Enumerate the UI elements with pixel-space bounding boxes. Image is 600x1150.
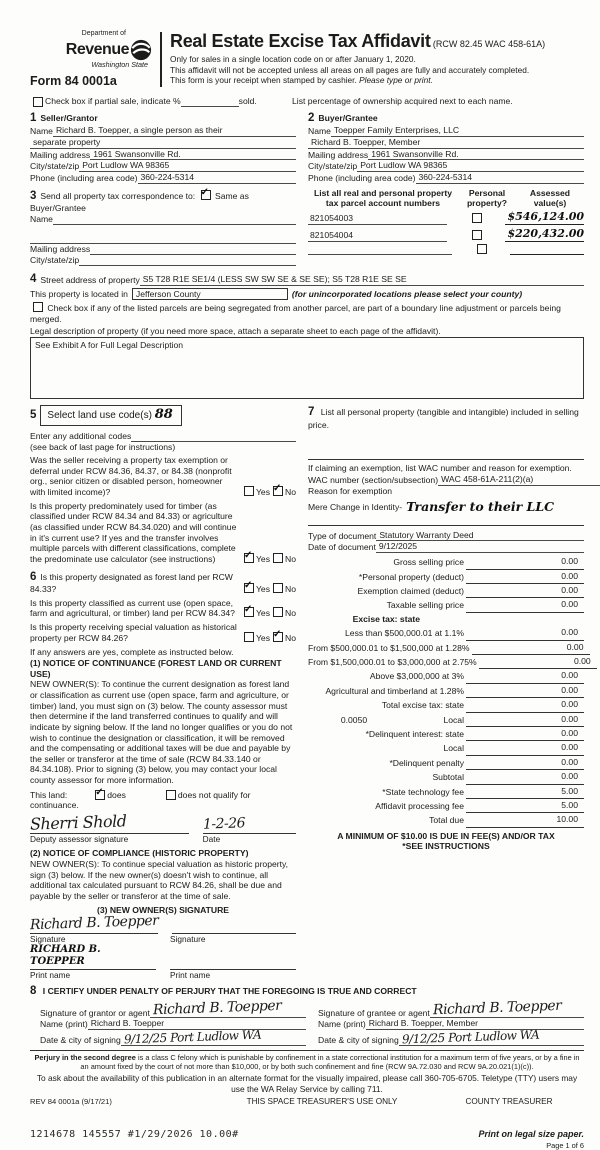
segregated-checkbox[interactable]	[33, 302, 43, 312]
dor-logo-block	[30, 30, 160, 89]
notice-continuance-body: NEW OWNER(S): To continue the current designation as forest land or classification as current use (open space, farm and agriculture, or timber) land, you must sign on (3) below. The county assessor must then determine if the land transferred continues to qualify and will indicate by signing below. If the land no longer qualifies or you do not wish to continue the designation or classification, it will be removed and the compensating or additional taxes will be due and payable by the seller or transferor at the time of sale (RCW 84.33.140 or 84.34.108). Prior to signing (3) below, you may contact your local county assessor for more information.	[30, 679, 293, 786]
notice-continuance-title: (1) NOTICE OF CONTINUANCE (FOREST LAND OR CURRENT USE)	[30, 657, 282, 679]
cashier-stamp: 1214678 145557 #1/29/2026 10.00#	[30, 1129, 239, 1141]
grantee-date-label: Date & city of signing	[318, 1035, 399, 1046]
fee-amount[interactable]: 0.00	[466, 684, 584, 698]
located-in-label: This property is located in	[30, 288, 128, 299]
property-section	[30, 272, 584, 400]
q6c-no-checkbox[interactable]	[273, 632, 283, 642]
personal-property-checkbox[interactable]	[472, 213, 482, 223]
assessor-date-field[interactable]	[203, 816, 296, 834]
print-name-label: Print name	[170, 969, 211, 980]
fee-amount[interactable]: 0.00	[466, 727, 584, 741]
section-1-number: 1	[30, 112, 37, 125]
header-divider	[160, 32, 162, 87]
land-use-label: Select land use code(s)	[47, 410, 152, 422]
additional-codes-label: Enter any additional codes	[30, 430, 132, 441]
revenue-wordmark: Revenue	[65, 40, 129, 58]
county-select[interactable]: Jefferson County	[132, 288, 288, 301]
partial-sale-suffix: sold.	[238, 96, 257, 107]
this-land-row: This land: ✓ does does not qualify for	[30, 790, 296, 801]
land-use-box[interactable]	[40, 405, 181, 425]
signature-label: Signature	[170, 933, 206, 944]
county-note: (for unincorporated locations please select your county)	[291, 288, 523, 299]
parcel-number-field[interactable]	[308, 254, 452, 255]
grantee-date: 9/12/25 Port Ludlow WA	[401, 1027, 540, 1047]
alt-format-note: To ask about the availability of this publication in an alternate format for the visually impaired, please call 360-705-6705. Teletype (TTY) users may use the WA Relay Service by calling 711.	[36, 1073, 578, 1094]
fee-amount[interactable]: 0.00	[466, 626, 584, 640]
divider	[308, 459, 584, 460]
grantor-name-label: Name (print)	[40, 1019, 88, 1030]
exemption-intro: If claiming an exemption, list WAC number and reason for exemption.	[308, 463, 572, 474]
buyer-mailing-label: Mailing address	[308, 149, 369, 160]
treasurer-space-label: THIS SPACE TREASURER'S USE ONLY	[246, 1097, 398, 1107]
grantee-signature-label: Signature of grantee or agent	[318, 1007, 430, 1018]
owner-signature-field-2[interactable]	[172, 921, 296, 934]
parcel-table	[308, 189, 584, 266]
assessed-value-field[interactable]: $546,124.00	[507, 210, 584, 224]
see-instructions-note: *SEE INSTRUCTIONS	[402, 841, 490, 852]
seller-phone-field[interactable]: 360-224-5314	[138, 172, 297, 184]
q6a-no-checkbox[interactable]	[273, 583, 283, 593]
fee-amount[interactable]: 0.00	[466, 698, 584, 712]
notice-compliance-title: (2) NOTICE OF COMPLIANCE (HISTORIC PROPERTY)	[30, 848, 249, 859]
washington-state-label: Washington State	[91, 59, 148, 69]
buyer-city-label: City/state/zip	[308, 161, 358, 172]
assessed-value-field[interactable]	[510, 254, 584, 255]
assessed-value-field[interactable]: $220,432.00	[507, 227, 584, 240]
owner-print-1: RICHARD B. TOEPPER	[30, 943, 101, 968]
section-4-number: 4	[30, 272, 37, 285]
signature-label: Signature	[30, 933, 66, 944]
reason-handwritten[interactable]: Transfer to their LLC	[406, 499, 555, 515]
deputy-assessor-signature-field[interactable]	[30, 813, 189, 834]
form-header	[30, 30, 584, 89]
parcel-number-field[interactable]: 821054003	[308, 213, 447, 225]
form-title-rcw: (RCW 82.45 WAC 458-61A)	[432, 39, 546, 49]
rev-number: REV 84 0001a (9/17/21)	[30, 1097, 112, 1107]
grantee-date-field[interactable]	[399, 1027, 584, 1047]
fee-table: Gross selling price 0.00 *Personal property (deduct) 0.00 Exemption claimed (deduct) 0.00 Taxable selling price 0.00 Excise tax: state Less than $500,000.01 at 1.1% 0.00 From $500,000.01 to $1,500,000 at 1.28% 0.00 From $1,500,000.01 to $3,000,000 at 2.75% 0.00 Above $3,000,000 at 3% 0.00 Agricultural and timberland at 1.28% 0.00 Total excise tax: state 0.00 0.0050 Local 0.00 *Delinquent interest: state 0.00 Local 0.00 *Delinquent penalty 0.00 Subtotal 0.00 *State technology fee 5.00 Affidavit processing fee 5.00 Total due 10.00	[308, 555, 584, 828]
print-name-label: Print name	[30, 969, 71, 980]
ownership-percentage-note: List percentage of ownership acquired next to each name.	[292, 96, 513, 107]
correspondence-section	[30, 189, 296, 266]
grantee-name-field[interactable]: Richard B. Toepper, Member	[366, 1018, 584, 1030]
certification-section	[30, 984, 584, 1046]
street-address-label: Street address of property	[40, 275, 140, 286]
buyer-phone-label: Phone (including area code)	[308, 172, 416, 183]
correspondence-name-field-2[interactable]	[30, 233, 296, 244]
section-7-number: 7	[308, 406, 315, 419]
fee-amount[interactable]: 0.00	[479, 655, 597, 669]
seller-mailing-label: Mailing address	[30, 149, 91, 160]
section-5-number: 5	[30, 409, 37, 422]
seller-mailing-field[interactable]: 1961 Swansonville Rd.	[90, 149, 296, 161]
parcel-number-field[interactable]: 821054004	[308, 230, 447, 242]
buyer-section	[308, 111, 584, 184]
q6b-yes-checkbox[interactable]	[244, 607, 254, 617]
section-1-title: Seller/Grantor	[40, 113, 98, 124]
grantor-signature-field[interactable]	[150, 997, 306, 1019]
reason-exemption-label: Reason for exemption	[308, 485, 393, 496]
fee-amount[interactable]: 0.00	[472, 641, 590, 655]
certify-statement: I CERTIFY UNDER PENALTY OF PERJURY THAT THE FOREGOING IS TRUE AND CORRECT	[42, 985, 417, 996]
grantee-signature: Richard B. Toepper	[432, 997, 562, 1019]
partial-sale-checkbox[interactable]	[33, 97, 43, 107]
grantee-signature-field[interactable]	[430, 997, 584, 1019]
fee-amount[interactable]: 0.00	[466, 669, 584, 683]
q6a-yes-checkbox[interactable]	[244, 583, 254, 593]
page-number: Page 1 of 6	[546, 1140, 584, 1150]
fee-amount[interactable]: 0.00	[466, 584, 584, 598]
legal-description-box[interactable]: See Exhibit A for Full Legal Description	[30, 337, 584, 399]
q2-yes-checkbox[interactable]	[244, 553, 254, 563]
land-use-section	[30, 405, 296, 425]
seller-section	[30, 111, 296, 184]
fee-amount[interactable]: 0.00	[466, 770, 584, 784]
exemption-question: Was the seller receiving a property tax exemption or deferral under RCW 84.36, 84.37, or 84.38 (nonprofit org., senior citizen or disabled person, homeowner with limited income)? Yes ✓ No	[30, 455, 296, 498]
q1-yes-checkbox[interactable]	[244, 486, 254, 496]
buyer-name-field[interactable]: Toepper Family Enterprises, LLC	[331, 125, 584, 137]
parcel-row-1	[308, 210, 584, 225]
fee-amount[interactable]: 0.00	[466, 741, 584, 755]
fee-amount[interactable]: 10.00	[466, 813, 584, 827]
partial-sale-percent-field[interactable]	[181, 96, 239, 107]
owner-print-field-2[interactable]	[170, 957, 296, 970]
section-3-label: Send all property tax correspondence to:	[40, 190, 196, 201]
revenue-swirl-icon	[130, 39, 152, 61]
personal-property-checkbox[interactable]	[477, 244, 487, 254]
seller-phone-label: Phone (including area code)	[30, 172, 138, 183]
grantor-date-field[interactable]	[121, 1027, 306, 1047]
parcel-row-3	[308, 244, 584, 256]
does-not-qualify-checkbox[interactable]	[166, 790, 176, 800]
correspondence-mailing-label: Mailing address	[30, 243, 91, 254]
notice-compliance-body: NEW OWNER(S): To continue special valuation as historic property, sign (3) below. If the new owner(s) doesn't wish to continue, all additional tax calculated pursuant to RCW 84.26, shall be due and payable by the seller or transferor at the time of sale.	[30, 858, 289, 901]
if-any-note: If any answers are yes, complete as instructed below.	[30, 647, 234, 658]
fee-amount[interactable]: 0.00	[466, 756, 584, 770]
wac-number-field[interactable]: WAC 458-61A-211(2)(a)	[438, 474, 600, 486]
parcel-header-personal: Personal property?	[466, 187, 508, 208]
owner-signature-1: Richard B. Toepper	[29, 912, 159, 934]
correspondence-city-label: City/state/zip	[30, 254, 80, 265]
correspondence-city-field[interactable]	[79, 255, 296, 266]
form-number: Form 84 0001a	[30, 73, 117, 88]
excise-tax-state-header: Excise tax: state	[352, 613, 420, 624]
reason-typed: Mere Change in Identity-	[308, 501, 403, 512]
fee-amount[interactable]: 0.00	[466, 555, 584, 569]
divider	[308, 525, 584, 526]
local-rate: 0.0050	[340, 714, 368, 725]
header-note-1: Only for sales in a single location code on or after January 1, 2020.	[170, 54, 416, 65]
section-2-number: 2	[308, 112, 315, 125]
grantor-signature-label: Signature of grantor or agent	[40, 1007, 150, 1018]
q6b-no-checkbox[interactable]	[273, 607, 283, 617]
section-8-number: 8	[30, 984, 37, 997]
seller-name-field-2[interactable]: separate property	[30, 137, 296, 149]
personal-property-label: List all personal property (tangible and intangible) included in selling price.	[308, 407, 579, 430]
does-qualify-checkbox[interactable]	[95, 790, 105, 800]
current-use-question: Is this property classified as current use (open space, farm and agricultural, or timber) land per RCW 84.34? ✓ Yes No	[30, 598, 296, 619]
land-use-code-field[interactable]: 88	[154, 407, 173, 423]
same-as-buyer-checkbox[interactable]	[201, 190, 211, 200]
owner-signature-field-1[interactable]	[29, 912, 159, 934]
street-address-field[interactable]: S5 T28 R1E SE1/4 (LESS SW SW SE & SE SE); S5 T28 R1E SE SE	[140, 274, 584, 286]
title-block	[170, 30, 545, 89]
same-as-buyer-label: Same as Buyer/Grantee	[30, 190, 249, 213]
new-owner-signature-title: (3) NEW OWNER(S) SIGNATURE	[96, 904, 230, 915]
minimum-fee-note: A MINIMUM OF $10.00 IS DUE IN FEE(S) AND/OR TAX	[337, 830, 555, 841]
deputy-assessor-label: Deputy assessor signature	[30, 833, 129, 844]
buyer-mailing-field[interactable]: 1961 Swansonville Rd.	[368, 149, 584, 161]
seller-city-label: City/state/zip	[30, 161, 80, 172]
county-treasurer-label: COUNTY TREASURER	[465, 1097, 553, 1107]
perjury-note: Perjury in the second degree is a class C felony which is punishable by confinement in a state correctional institution for a maximum term of five years, or by a fine in an amount fixed by the court of not more than $10,000, or by both such confinement and fine (RCW 9A.72.030 and RCW 9A.20.021(1)(c)).	[30, 1050, 584, 1071]
deputy-assessor-signature: Sherri Shold	[29, 811, 127, 834]
partial-sale-label: Check box if partial sale, indicate %	[45, 96, 181, 107]
doc-type-field[interactable]: Statutory Warranty Deed	[376, 530, 584, 542]
personal-property-checkbox[interactable]	[472, 230, 482, 240]
date-label: Date	[202, 833, 221, 844]
section-3-number: 3	[30, 189, 37, 202]
grantor-name-field[interactable]: Richard B. Toepper	[88, 1018, 306, 1030]
header-note-3: This form is your receipt when stamped by cashier. Please type or print.	[170, 74, 433, 85]
fee-amount[interactable]: 5.00	[466, 785, 584, 799]
q2-no-checkbox[interactable]	[273, 553, 283, 563]
instructions-note: (see back of last page for instructions)	[30, 441, 176, 452]
fee-amount[interactable]: 5.00	[466, 799, 584, 813]
parcel-header-numbers: List all real and personal property tax parcel account numbers	[313, 187, 453, 208]
timber-question: Is this property predominately used for timber (as classified under RCW 84.34 and 84.33) or agriculture (as classified under RCW 84.34.020) and will continue in it's current use? If yes and the transfer involves multiple parcels with different classifications, complete the predominate use calculator (see instructions) ✓ Yes No	[30, 501, 296, 565]
q6c-yes-checkbox[interactable]	[244, 632, 254, 642]
doc-date-field[interactable]: 9/12/2025	[376, 541, 584, 553]
correspondence-mailing-field[interactable]	[90, 244, 296, 255]
doc-date-label: Date of document	[308, 542, 376, 553]
correspondence-name-label: Name	[30, 213, 53, 224]
section-6-number: 6	[30, 570, 37, 583]
buyer-name-field-2[interactable]: Richard B. Toepper, Member	[308, 137, 584, 149]
seller-city-field[interactable]: Port Ludlow WA 98365	[79, 160, 296, 172]
section-2-title: Buyer/Grantee	[318, 113, 378, 124]
header-note-2: This affidavit will not be accepted unless all areas on all pages are fully and accurately completed.	[170, 64, 530, 75]
wac-number-label: WAC number (section/subsection)	[308, 474, 439, 485]
grantor-signature: Richard B. Toepper	[152, 997, 282, 1019]
form-title: Real Estate Excise Tax Affidavit	[170, 31, 431, 51]
grantee-name-label: Name (print)	[318, 1019, 366, 1030]
grantor-date: 9/12/25 Port Ludlow WA	[123, 1027, 262, 1047]
correspondence-name-field[interactable]	[53, 214, 296, 225]
seller-name-field[interactable]: Richard B. Toepper, a single person as their	[53, 125, 296, 137]
seller-name-label: Name	[30, 126, 53, 137]
fee-amount[interactable]: 0.00	[466, 570, 584, 584]
buyer-city-field[interactable]: Port Ludlow WA 98365	[357, 160, 584, 172]
additional-codes-field[interactable]	[131, 431, 296, 442]
buyer-phone-field[interactable]: 360-224-5314	[416, 172, 585, 184]
legal-description-label: Legal description of property (if you need more space, attach a separate sheet to each page of the affidavit).	[30, 325, 441, 336]
owner-print-field-1[interactable]	[30, 944, 156, 970]
fee-amount[interactable]: 0.00	[466, 713, 584, 727]
dept-of-label: Department of	[81, 30, 126, 37]
personal-property-section	[308, 405, 584, 430]
continuance-word: continuance.	[30, 800, 79, 811]
historical-question: Is this property receiving special valuation as historical property per RCW 84.26? Yes ✓ No	[30, 622, 296, 643]
assessor-date-value: 1-2-26	[202, 814, 246, 833]
print-note: Print on legal size paper.	[478, 1129, 584, 1140]
forest-land-question: 6 Is this property designated as forest land per RCW 84.33? ✓ Yes No	[30, 570, 296, 595]
doc-type-label: Type of document	[308, 530, 377, 541]
parcel-row-2	[308, 227, 584, 242]
grantor-date-label: Date & city of signing	[40, 1035, 121, 1046]
buyer-name-label: Name	[308, 126, 331, 137]
parcel-header-assessed: Assessed value(s)	[529, 187, 571, 208]
q1-no-checkbox[interactable]	[273, 486, 283, 496]
fee-amount[interactable]: 0.00	[466, 598, 584, 612]
segregated-label: Check box if any of the listed parcels are being segregated from another parcel, are part of a boundary line adjustment or parcels being merged.	[30, 303, 561, 325]
